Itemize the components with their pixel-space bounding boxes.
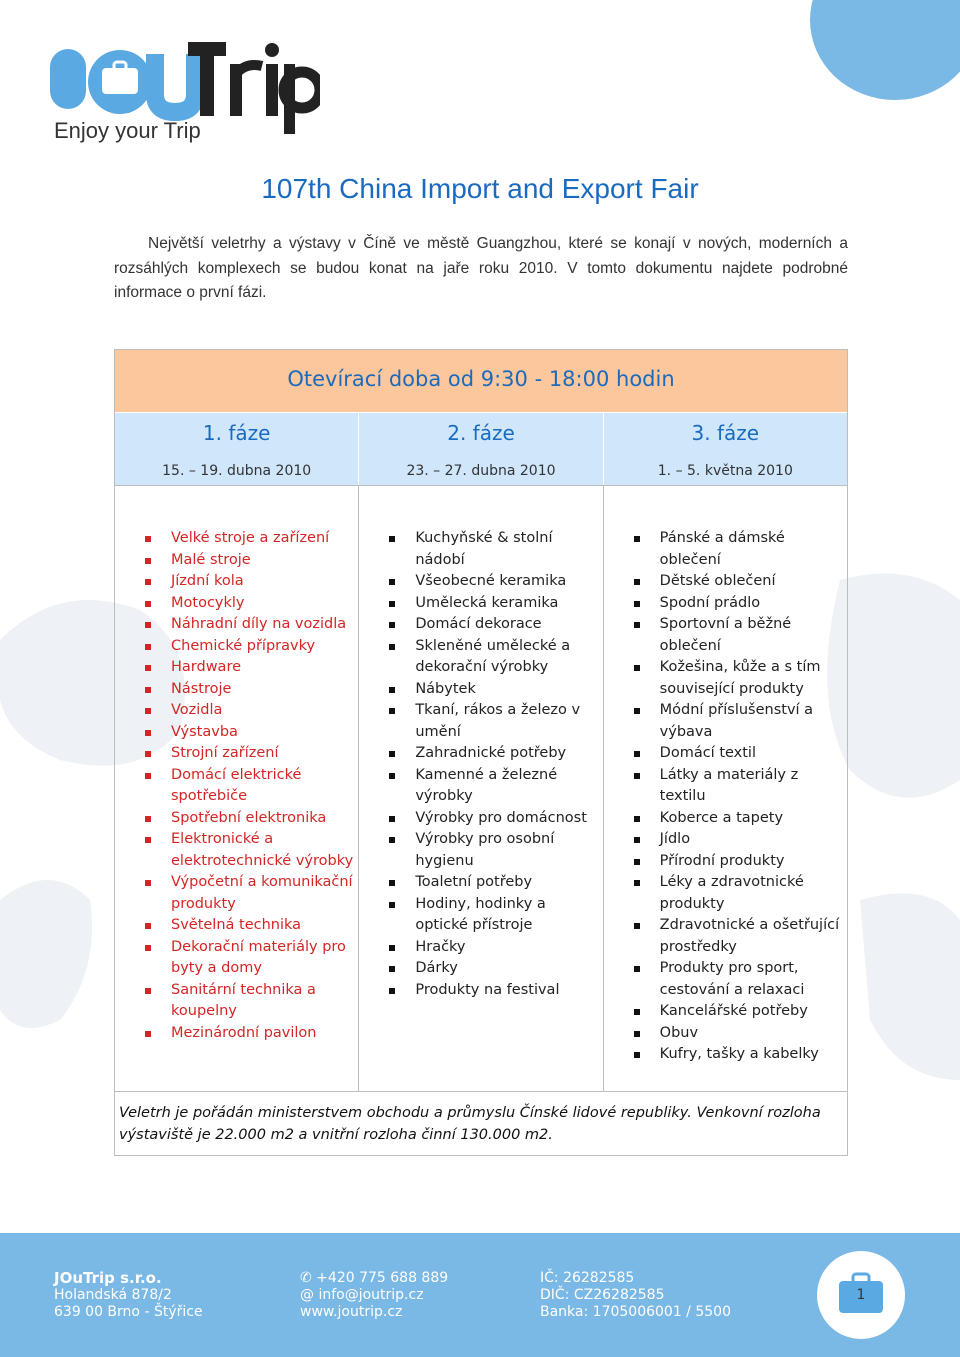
list-item: Domácí dekorace xyxy=(389,614,602,636)
decorative-circle xyxy=(810,0,960,100)
page-badge xyxy=(817,1251,905,1339)
list-item: Kamenné a železné výrobky xyxy=(389,765,602,808)
list-item: Toaletní potřeby xyxy=(389,872,602,894)
list-item: Látky a materiály z textilu xyxy=(634,765,847,808)
list-item: Kancelářské potřeby xyxy=(634,1001,847,1023)
footer-phone: ✆ +420 775 688 889 xyxy=(300,1270,449,1286)
list-item: Strojní zařízení xyxy=(145,743,358,765)
phase-dates: 23. – 27. dubna 2010 xyxy=(406,463,556,479)
phase-1 xyxy=(115,413,359,485)
list-item: Všeobecné keramika xyxy=(389,571,602,593)
list-item: Hodiny, hodinky a optické přístroje xyxy=(389,894,602,937)
phase-3 xyxy=(604,413,847,485)
list-item: Velké stroje a zařízení xyxy=(145,528,358,550)
list-item: Chemické přípravky xyxy=(145,636,358,658)
list-item: Spotřební elektronika xyxy=(145,808,358,830)
list-item: Produkty na festival xyxy=(389,980,602,1002)
list-item: Motocykly xyxy=(145,593,358,615)
list-item: Dárky xyxy=(389,958,602,980)
phase-2 xyxy=(359,413,603,485)
opening-hours: Otevírací doba od 9:30 - 18:00 hodin xyxy=(115,350,847,412)
list-item: Mezinárodní pavilon xyxy=(145,1023,358,1045)
list-item: Domácí textil xyxy=(634,743,847,765)
list-item: Náhradní díly na vozidla xyxy=(145,614,358,636)
list-item: Zdravotnické a ošetřující prostředky xyxy=(634,915,847,958)
footer-dic: DIČ: CZ26282585 xyxy=(540,1287,665,1303)
list-item: Produkty pro sport, cestování a relaxaci xyxy=(634,958,847,1001)
list-item: Malé stroje xyxy=(145,550,358,572)
phase-1-products xyxy=(115,486,359,1091)
list-item: Domácí elektrické spotřebiče xyxy=(145,765,358,808)
list-item: Výpočetní a komunikační produkty xyxy=(145,872,358,915)
footer-street: Holandská 878/2 xyxy=(54,1287,172,1303)
list-item: Kožešina, kůže a s tím související produkty xyxy=(634,657,847,700)
list-item: Zahradnické potřeby xyxy=(389,743,602,765)
list-item: Dekorační materiály pro byty a domy xyxy=(145,937,358,980)
list-item: Módní příslušenství a výbava xyxy=(634,700,847,743)
footer-bank: Banka: 1705006001 / 5500 xyxy=(540,1304,731,1320)
phase-name: 2. fáze xyxy=(447,421,515,445)
list-item: Elektronické a elektrotechnické výrobky xyxy=(145,829,358,872)
page-title: 107th China Import and Export Fair xyxy=(261,173,699,204)
footer-company: JOuTrip s.r.o. xyxy=(54,1269,162,1287)
phases-row xyxy=(115,412,847,485)
footer-contact xyxy=(300,1270,448,1321)
footer-web[interactable]: www.joutrip.cz xyxy=(300,1304,403,1320)
list-item: Vozidla xyxy=(145,700,358,722)
list-item: Nábytek xyxy=(389,679,602,701)
list-item: Jídlo xyxy=(634,829,847,851)
intro-paragraph: Největší veletrhy a výstavy v Číně ve městě Guangzhou, které se konají v nových, moderních a rozsáhlých komplexech se budou konat na jaře roku 2010. V tomto dokumentu najdete podrobné informace o první fázi. xyxy=(114,235,848,301)
footer-registration xyxy=(540,1270,731,1321)
list-item: Obuv xyxy=(634,1023,847,1045)
product-lists xyxy=(115,485,847,1091)
list-item: Léky a zdravotnické produkty xyxy=(634,872,847,915)
list-item: Nástroje xyxy=(145,679,358,701)
list-item: Hardware xyxy=(145,657,358,679)
list-item: Hračky xyxy=(389,937,602,959)
list-item: Kufry, tašky a kabelky xyxy=(634,1044,847,1066)
phase-name: 3. fáze xyxy=(691,421,760,445)
list-item: Světelná technika xyxy=(145,915,358,937)
list-item: Tkaní, rákos a železo v umění xyxy=(389,700,602,743)
footer-city: 639 00 Brno - Štýřice xyxy=(54,1304,203,1320)
footer-email[interactable]: @ info@joutrip.cz xyxy=(300,1287,424,1303)
fair-table xyxy=(114,349,848,1156)
list-item: Výstavba xyxy=(145,722,358,744)
list-item: Spodní prádlo xyxy=(634,593,847,615)
joutrip-logo xyxy=(50,34,320,149)
page-number: 1 xyxy=(856,1287,866,1303)
list-item: Výrobky pro osobní hygienu xyxy=(389,829,602,872)
list-item: Výrobky pro domácnost xyxy=(389,808,602,830)
logo-tagline: Enjoy your Trip xyxy=(54,118,201,143)
phase-2-products xyxy=(359,486,603,1091)
phase-3-products xyxy=(604,486,847,1091)
list-item: Umělecká keramika xyxy=(389,593,602,615)
list-item: Kuchyňské & stolní nádobí xyxy=(389,528,602,571)
list-item: Dětské oblečení xyxy=(634,571,847,593)
list-item: Přírodní produkty xyxy=(634,851,847,873)
footer-ic: IČ: 26282585 xyxy=(540,1270,635,1286)
list-item: Koberce a tapety xyxy=(634,808,847,830)
list-item: Skleněné umělecké a dekorační výrobky xyxy=(389,636,602,679)
phase-dates: 1. – 5. května 2010 xyxy=(657,463,793,479)
list-item: Sanitární technika a koupelny xyxy=(145,980,358,1023)
list-item: Jízdní kola xyxy=(145,571,358,593)
fair-note: Veletrh je pořádán ministerstvem obchodu a průmyslu Čínské lidové republiky. Venkovní rozloha výstaviště je 22.000 m2 a vnitřní rozloha činní 130.000 m2. xyxy=(115,1091,847,1155)
list-item: Sportovní a běžné oblečení xyxy=(634,614,847,657)
footer xyxy=(0,1233,960,1357)
list-item: Pánské a dámské oblečení xyxy=(634,528,847,571)
phase-name: 1. fáze xyxy=(202,421,271,445)
footer-address xyxy=(54,1270,203,1321)
phase-dates: 15. – 19. dubna 2010 xyxy=(162,463,312,479)
